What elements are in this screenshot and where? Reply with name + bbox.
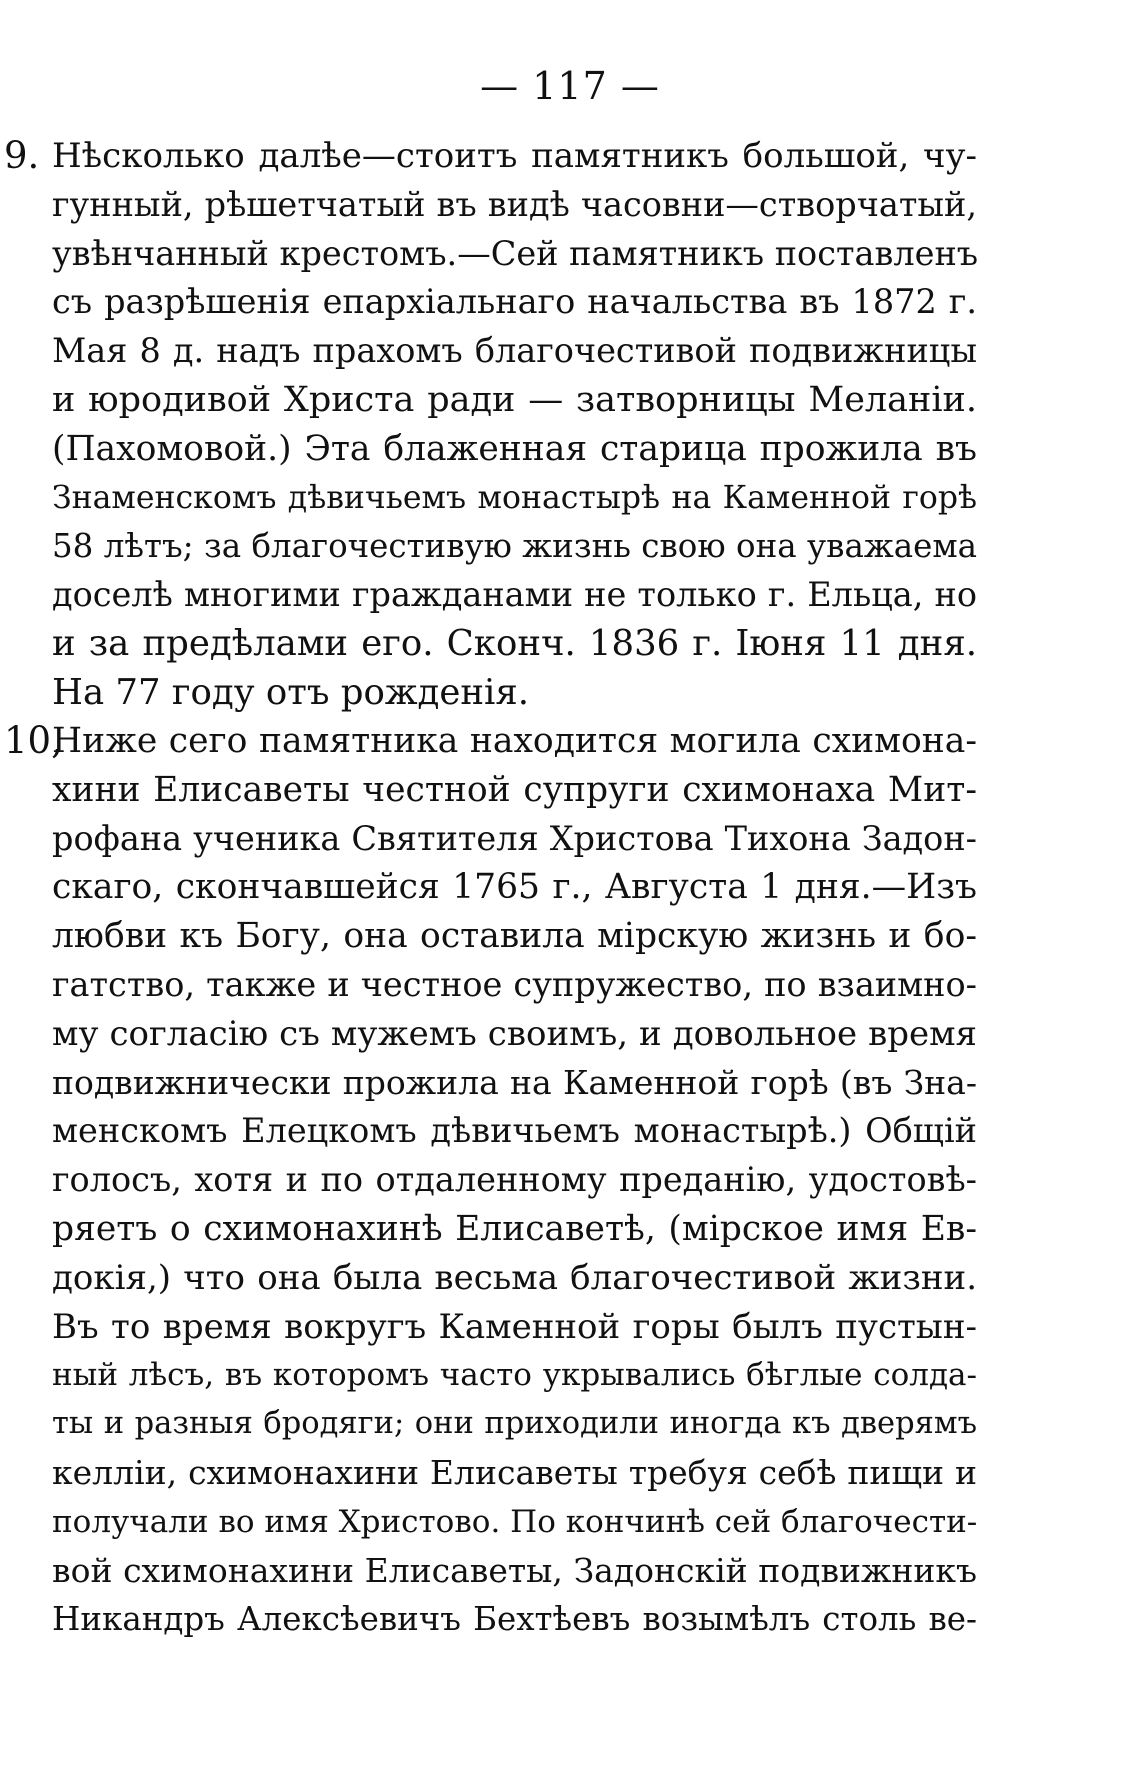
text-line: и за предѣлами его. Сконч. 1836 г. Іюня 11 дня. — [52, 623, 977, 664]
text-line: докія,) что она была весьма благочестивой жизни. — [52, 1257, 977, 1298]
entry-number: 10, — [4, 719, 63, 762]
text-line: гатство, также и честное супружество, по взаимно- — [52, 965, 977, 1004]
text-line: 58 лѣтъ; за благочестивую жизнь свою она уважаема — [52, 527, 977, 566]
text-line: рофана ученика Святителя Христова Тихона Задон- — [52, 818, 977, 858]
text-line: На 77 году отъ рожденія. — [52, 671, 530, 713]
text-line: ряетъ о схимонахинѣ Елисаветѣ, (мірское имя Ев- — [52, 1209, 977, 1249]
text-line: голосъ, хотя и по отдаленному преданію, удостовѣ- — [52, 1160, 977, 1200]
text-line: Знаменскомъ дѣвичьемъ монастырѣ на Каменной горѣ — [52, 479, 977, 516]
text-line: и юродивой Христа ради — затворницы Меланіи. — [52, 380, 977, 420]
text-line: менскомъ Елецкомъ дѣвичьемъ монастырѣ.) Общій — [52, 1111, 977, 1151]
text-line: Мая 8 д. надъ прахомъ благочестивой подвижницы — [52, 331, 977, 371]
text-line: Ниже сего памятника находится могила схимона- — [52, 721, 977, 761]
text-line: подвижнически прожила на Каменной горѣ (въ Зна- — [52, 1062, 977, 1102]
text-line: съ разрѣшенія епархіальнаго начальства въ 1872 г. — [52, 282, 977, 322]
text-line: любви къ Богу, она оставила мірскую жизнь и бо- — [52, 916, 977, 957]
text-line: Нѣсколько далѣе—стоитъ памятникъ большой, чу- — [52, 136, 977, 176]
text-line: ный лѣсъ, въ которомъ часто укрывались бѣглые солда- — [52, 1357, 977, 1394]
entry-number: 9. — [4, 134, 40, 177]
text-line: увѣнчанный крестомъ.—Сей памятникъ поставленъ — [52, 233, 979, 273]
text-line: хини Елисаветы честной супруги схимонаха Мит- — [52, 769, 977, 810]
page-number: — 117 — — [480, 64, 660, 108]
text-line: гунный, рѣшетчатый въ видѣ часовни—створчатый, — [52, 184, 977, 224]
text-line: скаго, скончавшейся 1765 г., Августа 1 дня.—Изъ — [52, 867, 977, 908]
text-line: (Пахомовой.) Эта блаженная старица прожила въ — [52, 428, 977, 469]
text-line: вой схимонахини Елисаветы, Задонскій подвижникъ — [52, 1550, 977, 1590]
text-line: доселѣ многими гражданами не только г. Ельца, но — [52, 575, 977, 615]
text-line: получали во имя Христово. По кончинѣ сей благочести- — [52, 1503, 978, 1540]
text-line: Никандръ Алексѣевичъ Бехтѣевъ возымѣлъ столь ве- — [52, 1600, 977, 1639]
text-line: Въ то время вокругъ Каменной горы былъ пустын- — [52, 1306, 977, 1347]
text-line: ты и разныя бродяги; они приходили иногда къ дверямъ — [52, 1406, 977, 1442]
text-line: му согласію съ мужемъ своимъ, и довольное время — [52, 1013, 977, 1054]
text-line: келліи, схимонахини Елисаветы требуя себѣ пищи и — [52, 1453, 977, 1492]
